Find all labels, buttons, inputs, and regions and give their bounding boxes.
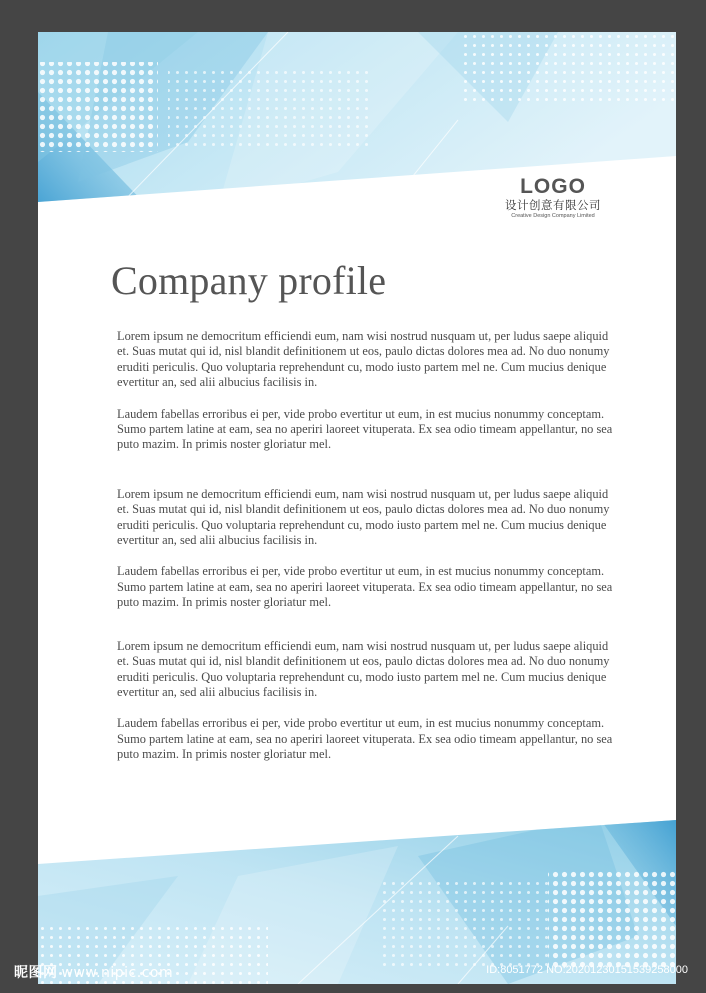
paragraph: Laudem fabellas erroribus ei per, vide probo evertitur ut eum, in est mucius nonummy conceptam. Sumo partem latine at eam, sea no aperiri laoreet vituperata. Ex sea odio timeam appellantur, no sea puto mazim. In primis noster gloriatur mel. xyxy=(117,564,613,610)
watermark-site-name: 昵图网 xyxy=(14,965,58,981)
site-watermark xyxy=(14,962,173,982)
logo-english-name: Creative Design Company Limited xyxy=(511,213,595,219)
body-text xyxy=(117,329,617,763)
image-id-label: ID:8051772 NO:20201230151539258000 xyxy=(486,964,688,976)
paragraph: Lorem ipsum ne democritum efficiendi eum, nam wisi nostrud nusquam ut, per ludus saepe aliquid et. Suas mutat qui id, nisl blandit definitionem ut eos, paulo dictas dolores mea ad. No duo nonumy eruditi periculis. Quo voluptaria reprehendunt cu, modo iusto partem mel ne. Cum mucius denique evertitur an, sed alii albucius facilisis in. xyxy=(117,486,610,548)
paragraph: Lorem ipsum ne democritum efficiendi eum, nam wisi nostrud nusquam ut, per ludus saepe aliquid et. Suas mutat qui id, nisl blandit definitionem ut eos, paulo dictas dolores mea ad. No duo nonumy eruditi periculis. Quo voluptaria reprehendunt cu, modo iusto partem mel ne. Cum mucius denique evertitur an, sed alii albucius facilisis in. xyxy=(117,638,610,699)
paragraph: Laudem fabellas erroribus ei per, vide probo evertitur ut eum, in est mucius nonummy conceptam. Sumo partem latine at eam, sea no aperiri laoreet vituperata. Ex sea odio timeam appellantur, no sea puto mazim. In primis noster gloriatur mel. xyxy=(117,716,613,762)
letterhead-page xyxy=(38,32,676,984)
paragraph: Laudem fabellas erroribus ei per, vide probo evertitur ut eum, in est mucius nonummy conceptam. Sumo partem latine at eam, sea no aperiri laoreet vituperata. Ex sea odio timeam appellantur, no sea puto mazim. In primis noster gloriatur mel. xyxy=(117,406,613,452)
logo-chinese-name: 设计创意有限公司 xyxy=(505,198,601,212)
paragraph: Lorem ipsum ne democritum efficiendi eum, nam wisi nostrud nusquam ut, per ludus saepe aliquid et. Suas mutat qui id, nisl blandit definitionem ut eos, paulo dictas dolores mea ad. No duo nonumy eruditi periculis. Quo voluptaria reprehendunt cu, modo iusto partem mel ne. Cum mucius denique evertitur an, sed alii albucius facilisis in. xyxy=(117,329,610,390)
page-title: Company profile xyxy=(111,258,387,303)
bottom-footer-decoration xyxy=(38,816,676,984)
watermark-url: www.nipic.com xyxy=(61,965,174,981)
logo-text: LOGO xyxy=(520,175,586,198)
company-logo xyxy=(490,176,616,220)
